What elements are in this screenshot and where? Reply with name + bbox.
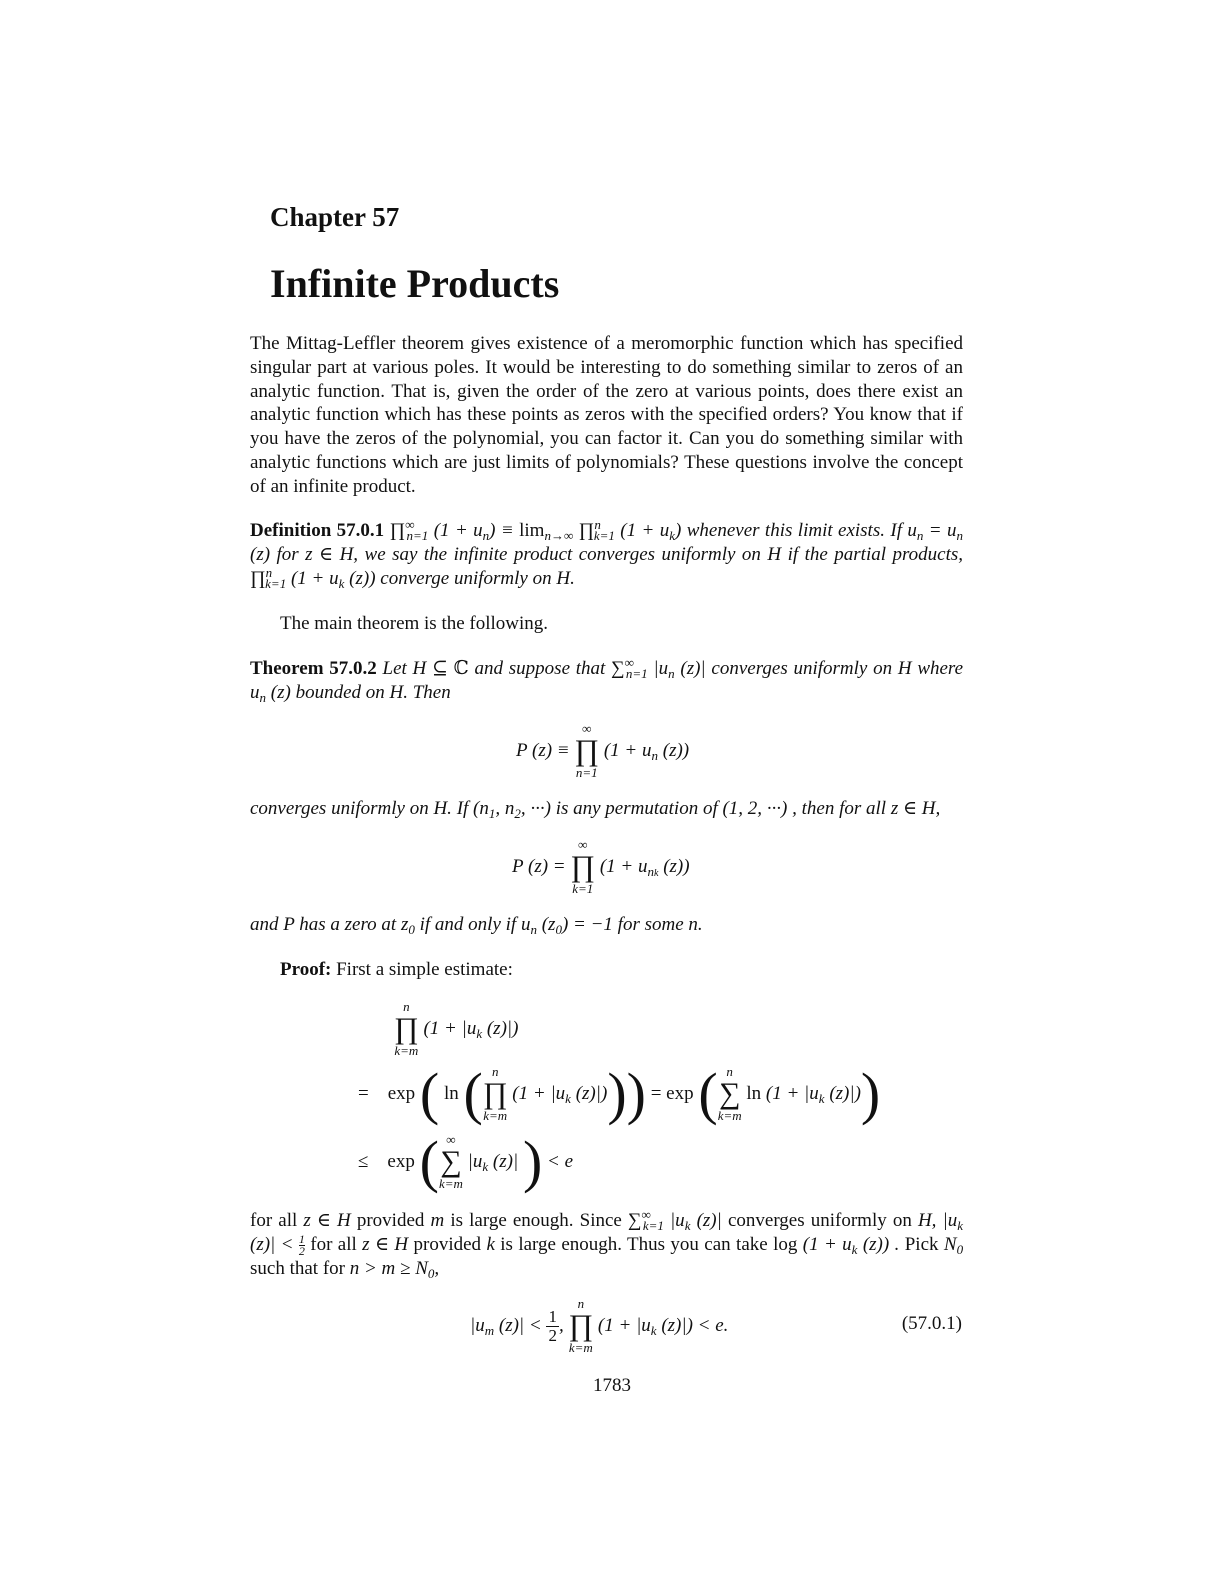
proof-label: Proof:: [280, 959, 332, 980]
theorem-text-zero: has a zero at: [299, 914, 397, 935]
theorem-text-if: If: [456, 798, 469, 819]
theorem-text-then: Then: [412, 681, 451, 703]
equation-P-definition: P (z) ≡ ∞ ∏ n=1 ($1 + u_n$ (z)): [516, 721, 690, 780]
proof-text-pick: Pick: [904, 1233, 939, 1255]
proof-text-provided: provided: [356, 1210, 425, 1231]
proof-text-first: First a simple estimate:: [336, 959, 513, 980]
intro-paragraph: The Mittag-Leffler theorem gives existence of a meromorphic function which has specified singular part at various poles. It would be interesting to do something similar to zeros of an analytic function. That is, given the order of the zero at various points, does there exist an analytic function which has these points as zeros with the specified orders? You know that if you have the zeros of the polynomial, you can factor it. Can you do something similar with analytic functions which are just limits of polynomials? These questions involve the concept of an infinite product.: [250, 333, 963, 497]
theorem-text-continued: converges uniformly on H. If ($n_1$, $n_2$, ···) is any permutation of (1, 2, ···) , then for all z ∈ H,: [250, 798, 941, 821]
theorem-text-iff: if and only if: [419, 914, 517, 935]
proof-paragraph: for all z ∈ H provided m is large enough. Since $\sum^\infty_{k=1}$ $|u_k$ (z)| converges uniformly on H, $|u_k$ (z)| < $\frac{1}{2}$ for all z ∈ H provided k is large enough. Thus you can take $\log (1 + u_k$ (z)) . Pick $N_0$ such that for $n > m \ge N_0$,: [250, 1207, 964, 1281]
chapter-title: Infinite Products: [270, 261, 560, 306]
theorem-text-some: for some: [617, 914, 684, 935]
equation-57-0-1: $|u_m$ (z)| < $\frac{1}{2}$ , n ∏ k=m ($1 + |u_k$ (z)|) < e.: [470, 1296, 729, 1355]
theorem-text-where: where: [917, 658, 964, 679]
definition-text-partial: if the partial products,: [787, 543, 964, 565]
chapter-label: Chapter 57: [270, 202, 400, 232]
proof-text-large: is large enough. Since: [450, 1210, 622, 1231]
theorem-text-and: and: [250, 914, 279, 935]
proof-text-for-all: for all: [250, 1210, 298, 1231]
theorem-text-then-all: then for all: [801, 798, 887, 819]
definition-text-converge: converge uniformly on: [380, 567, 552, 589]
estimate-line-1: n ∏ k=m ($1 + |u_k$ (z)|): [394, 999, 519, 1058]
proof-text-such: such that for: [250, 1257, 345, 1279]
theorem-zero-condition: and P has a zero at $z_0$ if and only if $u_n$ $(z_0) = -1$ for some n.: [250, 914, 703, 937]
definition-label: Definition 57.0.1: [250, 520, 385, 541]
theorem-text-suppose: and suppose that: [474, 658, 606, 679]
proof-text-provided-2: provided: [413, 1233, 482, 1255]
proof-text-large-2: is large enough. Thus you can take: [500, 1233, 768, 1255]
page-number: 1783: [593, 1375, 631, 1396]
equation-P-permutation: P (z) = ∞ ∏ k=1 ($1 + u_{nk}$ (z)): [512, 837, 690, 896]
proof-text-for-all-2: for all: [310, 1233, 357, 1255]
main-theorem-intro: The main theorem is the following.: [280, 613, 549, 634]
theorem-text-converges: converges uniformly on: [711, 658, 893, 679]
equation-number: (57.0.1): [901, 1313, 962, 1334]
theorem-label: Theorem 57.0.2: [250, 658, 377, 679]
definition-formula: $\prod^\infty_{n=1}$ $(1 + u_n) \equiv \lim_{n\to\infty}$ ∏$^n_{k=1}$ $(1 + u_k)$: [389, 517, 682, 543]
definition-text-whenever: whenever this limit exists. If: [686, 520, 902, 541]
theorem-text-let: Let: [382, 658, 407, 679]
theorem-block: Theorem 57.0.2 Let H ⊆ ℂ and suppose that $\sum^\infty_{n=1}$ $|u_n$ (z)| converges uniformly on H where $u_n$ (z) bounded on H. Then: [250, 655, 964, 705]
proof-intro: [250, 958, 963, 982]
definition-block: Definition 57.0.1 $\prod^\infty_{n=1}$ $(1 + u_n) \equiv \lim_{n\to\infty}$ ∏$^n_{k=1}$ $(1 + u_k)$ whenever this limit exists. If $u_n = u_n$ (z) for z ∈ H, we say the infinite product converges uniformly on H if the partial products, ∏$^n_{k=1}$ ($1 + u_k$ (z)) converge uniformly on H.: [250, 517, 964, 591]
estimate-line-2: = exp ( ln ( n ∏ k=m ($1 + |u_k$ (z)|) )) = exp ( n ∑ k=m $\ln (1 + |u_k$ (z)|) ): [358, 1061, 881, 1126]
theorem-text-bounded: bounded on: [295, 681, 385, 703]
theorem-text-conv-unif: converges uniformly on: [250, 798, 429, 819]
estimate-line-3: ≤ exp ( ∞ ∑ k=m $|u_k$ (z)| ) < e: [358, 1129, 574, 1194]
theorem-text-perm: is any permutation of: [555, 798, 718, 819]
definition-text-say: we say the infinite product converges uniformly on: [364, 543, 761, 565]
proof-text-converges: converges uniformly on: [727, 1210, 912, 1231]
